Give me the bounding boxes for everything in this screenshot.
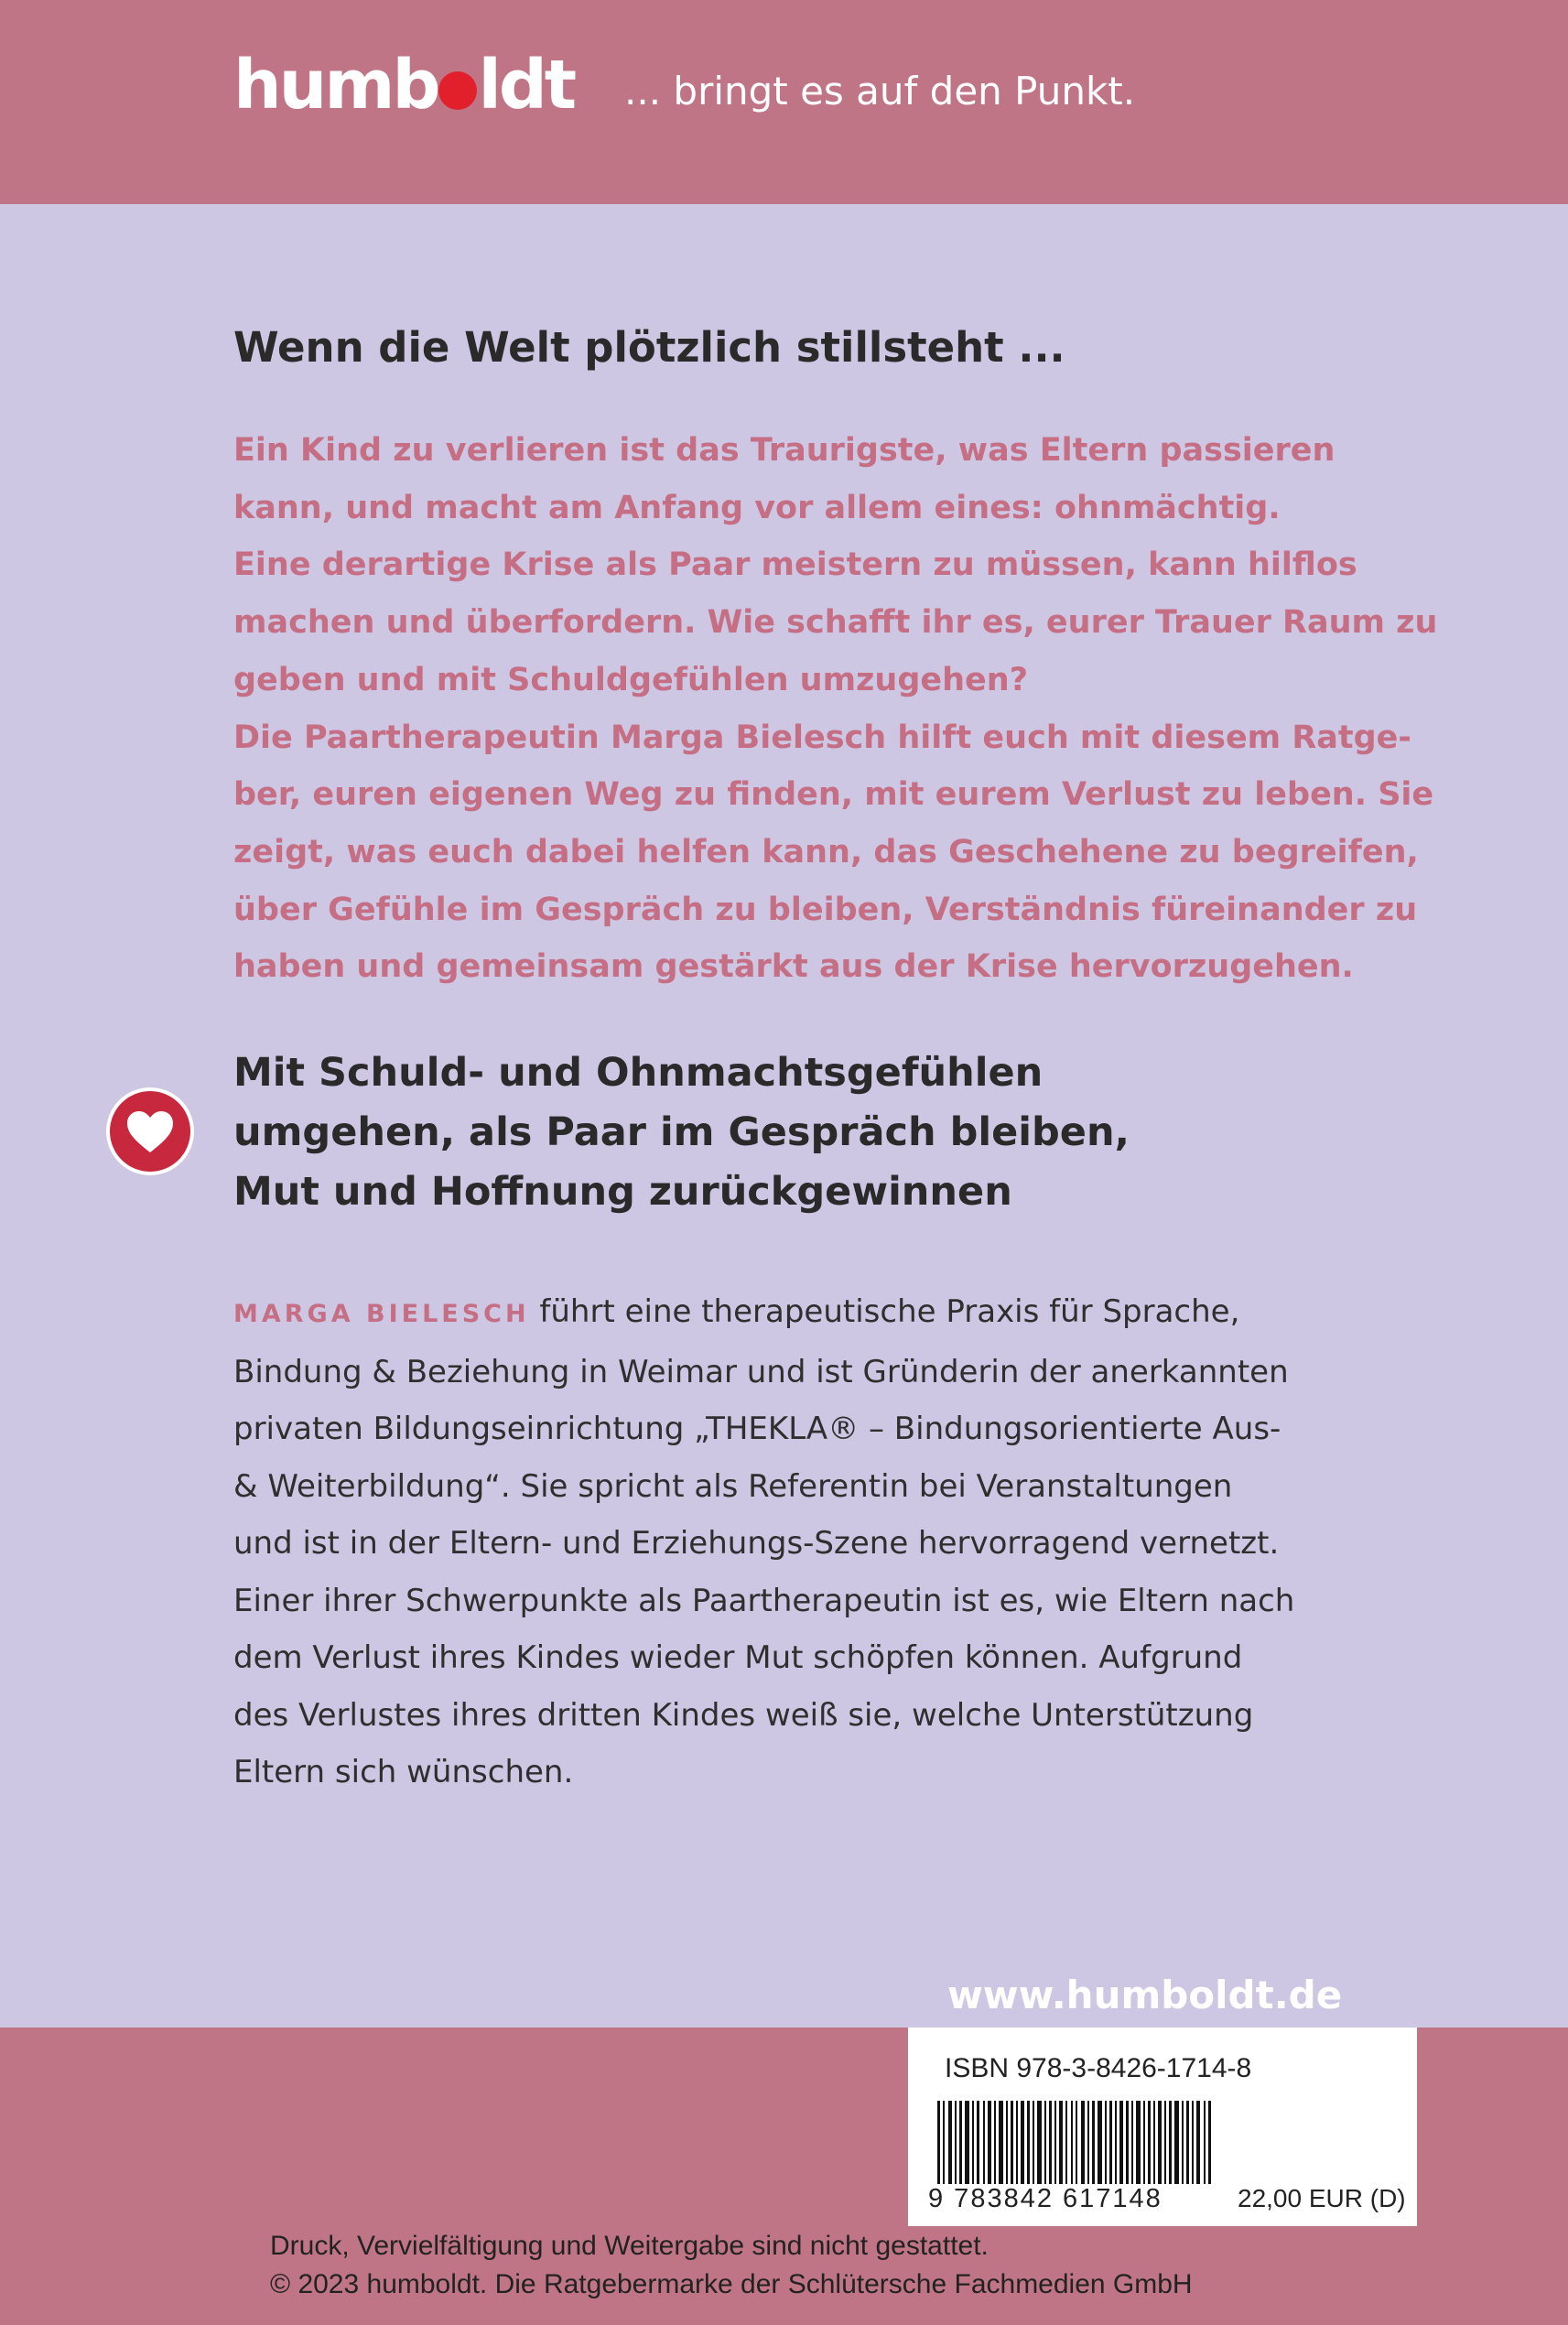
author-bio-line: dem Verlust ihres Kindes wieder Mut schöpfen können. Aufgrund bbox=[233, 1639, 1243, 1676]
barcode-digits: 9 783842 617148 bbox=[928, 2184, 1221, 2214]
author-bio-line: Bindung & Beziehung in Weimar und ist Gründerin der anerkannten bbox=[233, 1353, 1289, 1390]
isbn-label: ISBN 978-3-8426-1714-8 bbox=[945, 2053, 1252, 2083]
author-bio-line: und ist in der Eltern- und Erziehungs-Szene hervorragend vernetzt. bbox=[233, 1525, 1280, 1562]
intro-line: kann, und macht am Anfang vor allem eines: ohnmächtig. bbox=[233, 489, 1281, 526]
author-bio-line: & Weiterbildung“. Sie spricht als Referentin bei Veranstaltungen bbox=[233, 1467, 1233, 1505]
benefit-line: umgehen, als Paar im Gespräch bleiben, bbox=[233, 1109, 1130, 1155]
intro-line: geben und mit Schuldgefühlen umzugehen? bbox=[233, 661, 1029, 698]
humboldt-logo bbox=[233, 44, 574, 126]
intro-line: zeigt, was euch dabei helfen kann, das Geschehene zu begreifen, bbox=[233, 833, 1419, 871]
author-bio-line: Eltern sich wünschen. bbox=[233, 1754, 574, 1790]
top-brand-bar bbox=[0, 0, 1568, 204]
intro-line: über Gefühle im Gespräch zu bleiben, Verständnis füreinander zu bbox=[233, 891, 1418, 928]
legal-line: © 2023 humboldt. Die Ratgebermarke der Schlütersche Fachmedien GmbH bbox=[270, 2269, 1193, 2299]
headline: Wenn die Welt plötzlich stillsteht ... bbox=[233, 323, 1065, 372]
author-bio-text: führt eine therapeutische Praxis für Sprache, bbox=[529, 1293, 1240, 1330]
author-bio-line: Einer ihrer Schwerpunkte als Paartherapeutin ist es, wie Eltern nach bbox=[233, 1582, 1295, 1619]
intro-line: machen und überfordern. Wie schafft ihr es, eurer Trauer Raum zu bbox=[233, 604, 1438, 642]
heart-icon bbox=[124, 1108, 176, 1156]
intro-line: Eine derartige Krise als Paar meistern zu müssen, kann hilflos bbox=[233, 546, 1357, 584]
price-label: 22,00 EUR (D) bbox=[1238, 2184, 1406, 2212]
legal-line: Druck, Vervielfältigung und Weitergabe sind nicht gestattet. bbox=[270, 2231, 989, 2261]
benefit-line: Mit Schuld- und Ohnmachtsgefühlen bbox=[233, 1050, 1044, 1096]
heart-badge bbox=[106, 1087, 194, 1175]
intro-line: Ein Kind zu verlieren ist das Traurigste, was Eltern passieren bbox=[233, 432, 1336, 469]
brand-slogan: ... bringt es auf den Punkt. bbox=[624, 69, 1136, 114]
benefits-list bbox=[233, 1044, 1423, 1222]
logo-text-start: humb bbox=[233, 46, 438, 124]
author-bio-line: des Verlustes ihres dritten Kindes weiß sie, welche Unterstützung bbox=[233, 1696, 1254, 1734]
barcode-image bbox=[928, 2101, 1221, 2192]
intro-line: ber, euren eigenen Weg zu finden, mit eurem Verlust zu leben. Sie bbox=[233, 776, 1434, 814]
author-bio-first-line bbox=[233, 1283, 1423, 1344]
intro-line: Die Paartherapeutin Marga Bielesch hilft euch mit diesem Ratge- bbox=[233, 719, 1411, 756]
intro-paragraph bbox=[233, 422, 1438, 996]
logo-text-end: ldt bbox=[478, 46, 575, 124]
author-bio bbox=[233, 1283, 1423, 1801]
author-bio-line: privaten Bildungseinrichtung „THEKLA® – Bindungsorientierte Aus- bbox=[233, 1411, 1281, 1447]
isbn-barcode-box bbox=[908, 2028, 1417, 2226]
benefit-line: Mut und Hoffnung zurückgewinnen bbox=[233, 1169, 1012, 1215]
legal-notice bbox=[270, 2227, 1193, 2304]
author-name: MARGA BIELESCH bbox=[233, 1300, 530, 1328]
logo-red-dot bbox=[438, 71, 477, 110]
website-link[interactable]: www.humboldt.de bbox=[947, 1973, 1343, 2017]
intro-line: haben und gemeinsam gestärkt aus der Krise hervorzugehen. bbox=[233, 948, 1354, 986]
